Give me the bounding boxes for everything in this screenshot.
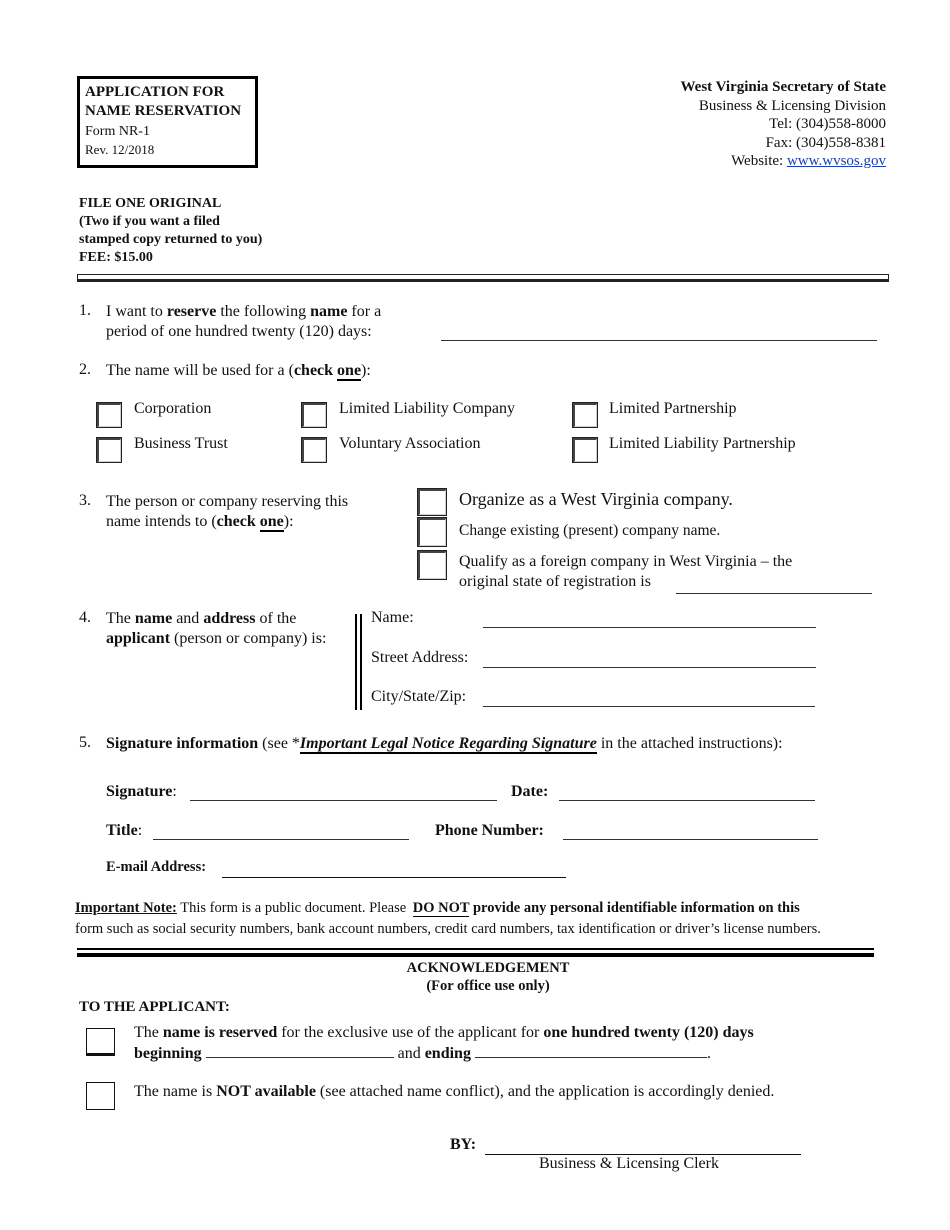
ack-title: ACKNOWLEDGEMENT (406, 960, 570, 976)
q1-line2: period of one hundred twenty (120) days: (106, 323, 372, 340)
q3-t2: check (216, 513, 260, 530)
ack-reserved-text (134, 1022, 754, 1064)
q2-number: 2. (79, 361, 91, 378)
checkbox-llp[interactable] (572, 437, 598, 463)
q3-t1: name intends to ( (106, 513, 217, 530)
legal-notice-reference: Important Legal Notice Regarding Signature (299, 735, 597, 752)
filing-line3: stamped copy returned to you) (79, 232, 263, 247)
note-label: Important Note: (75, 900, 177, 916)
q2-t3: one (337, 362, 362, 379)
top-divider (77, 274, 889, 282)
signature-field[interactable] (190, 784, 497, 801)
date-label: Date: (511, 783, 549, 800)
acknowledgement-divider (77, 948, 874, 957)
important-note (75, 898, 895, 940)
q5-t1: Signature information (106, 735, 259, 752)
website-link[interactable]: www.wvsos.gov (786, 153, 886, 169)
beginning-date-field[interactable] (206, 1043, 394, 1058)
q3-t4: ): (283, 513, 294, 530)
title-colon: : (137, 822, 143, 839)
note-t3: provide any personal identifiable information on this (469, 900, 800, 916)
signature-colon: : (172, 783, 177, 800)
q4-number: 4. (79, 609, 91, 626)
ack-r2-t3: (see attached name conflict), and the application is accordingly denied. (315, 1083, 775, 1100)
agency-tel: Tel: (304)558-8000 (769, 116, 886, 132)
applicant-name-field[interactable] (483, 610, 816, 628)
form-number: Form NR-1 (85, 124, 150, 139)
agency-block (680, 78, 886, 171)
filing-line1: FILE ONE ORIGINAL (79, 196, 222, 211)
q4-t3: and (172, 610, 204, 627)
note-t1: This form is a public document. Please (176, 900, 410, 916)
checkbox-voluntary-association[interactable] (301, 437, 327, 463)
label-street-address: Street Address: (371, 649, 469, 666)
signature-label-text: Signature (106, 783, 173, 800)
website-label: Website: (731, 153, 787, 169)
form-title-line2: NAME RESERVATION (85, 103, 242, 119)
checkbox-qualify-foreign[interactable] (417, 550, 447, 580)
ack-subtitle: (For office use only) (426, 978, 550, 994)
form-title-box (77, 76, 258, 168)
by-label: BY: (450, 1136, 477, 1153)
q2-t4: ): (361, 362, 371, 379)
q5-number: 5. (79, 734, 91, 751)
clerk-title: Business & Licensing Clerk (539, 1155, 719, 1172)
ack-header (77, 959, 899, 995)
filing-line2: (Two if you want a filed (79, 214, 220, 229)
signature-label (106, 782, 177, 802)
label-city-state-zip: City/State/Zip: (371, 688, 467, 705)
q4-t4: address (203, 610, 256, 627)
q3-line1: The person or company reserving this (106, 493, 349, 510)
applicant-section-bar (355, 614, 362, 710)
q4-t2: name (134, 610, 173, 627)
option-limited-partnership: Limited Partnership (609, 400, 737, 417)
q3-number: 3. (79, 492, 91, 509)
ack-not-available-text (134, 1082, 774, 1102)
q2-text (106, 361, 371, 381)
phone-label: Phone Number: (435, 822, 544, 839)
agency-division: Business & Licensing Division (698, 97, 886, 114)
email-label: E-mail Address: (106, 859, 207, 875)
filing-fee: FEE: $15.00 (79, 250, 153, 265)
checkbox-change-name[interactable] (417, 517, 447, 547)
q2-t1: The name will be used for a ( (106, 362, 294, 379)
agency-website (680, 152, 886, 171)
option-organize-wv: Organize as a West Virginia company. (459, 489, 733, 509)
to-applicant-label: TO THE APPLICANT: (79, 999, 230, 1015)
clerk-signature-field[interactable] (485, 1138, 801, 1155)
original-state-field[interactable] (676, 576, 872, 594)
q1-t5: for a (347, 303, 382, 320)
ack-r1-and: and (393, 1045, 425, 1062)
city-state-zip-field[interactable] (483, 689, 815, 707)
q1-t4: name (310, 303, 348, 320)
street-address-field[interactable] (483, 650, 816, 668)
filing-instructions (79, 195, 262, 267)
checkbox-name-not-available[interactable] (86, 1082, 115, 1110)
option-qualify-foreign-line1: Qualify as a foreign company in West Virginia – the (459, 553, 793, 570)
option-corporation: Corporation (134, 400, 212, 417)
label-applicant-name: Name: (371, 609, 414, 626)
phone-field[interactable] (563, 823, 818, 840)
q4-t1: The (106, 610, 135, 627)
q1-number: 1. (79, 302, 91, 319)
form-title-line1: APPLICATION FOR (85, 84, 225, 100)
ending-date-field[interactable] (475, 1043, 707, 1058)
q3-t3: one (259, 513, 284, 530)
q4-text (106, 609, 326, 649)
checkbox-organize-wv[interactable] (417, 488, 447, 516)
q5-t4: in the attached instructions): (596, 735, 783, 752)
ack-r1-ending: ending (424, 1045, 471, 1062)
agency-name: West Virginia Secretary of State (680, 79, 886, 95)
title-label (106, 821, 142, 841)
option-business-trust: Business Trust (134, 435, 228, 452)
reserved-name-field[interactable] (441, 322, 877, 341)
email-field[interactable] (222, 860, 566, 878)
checkbox-corporation[interactable] (96, 402, 122, 428)
ack-r1-beginning: beginning (134, 1045, 202, 1062)
q5-text (106, 734, 783, 754)
ack-r1-period: . (706, 1045, 711, 1062)
q3-text (106, 492, 348, 532)
ack-r1-t1: The (134, 1024, 163, 1041)
option-voluntary-association: Voluntary Association (339, 435, 481, 452)
note-do-not: DO NOT (412, 900, 470, 916)
form-revision: Rev. 12/2018 (85, 142, 155, 157)
option-llc: Limited Liability Company (339, 400, 515, 417)
q2-t2: check (293, 362, 338, 379)
ack-r2-t1: The name is (134, 1083, 217, 1100)
option-qualify-foreign-line2: original state of registration is (459, 573, 651, 590)
q1-t1: I want to (106, 303, 167, 320)
q1-t2: reserve (166, 303, 217, 320)
title-field[interactable] (153, 823, 409, 840)
agency-fax: Fax: (304)558-8381 (765, 134, 886, 151)
title-label-text: Title (106, 822, 138, 839)
q1-text (106, 302, 381, 342)
ack-r1-t4: one hundred twenty (120) days (543, 1024, 754, 1041)
checkbox-llc[interactable] (301, 402, 327, 428)
q4-t5: of the (255, 610, 297, 627)
checkbox-limited-partnership[interactable] (572, 402, 598, 428)
q4-t7: (person or company) is: (170, 630, 327, 647)
checkbox-business-trust[interactable] (96, 437, 122, 463)
q4-t6: applicant (106, 630, 171, 647)
checkbox-name-reserved[interactable] (86, 1028, 115, 1056)
option-change-name: Change existing (present) company name. (459, 522, 721, 539)
ack-r2-t2: NOT available (216, 1083, 316, 1100)
q1-t3: the following (216, 303, 311, 320)
ack-r1-t2: name is reserved (162, 1024, 278, 1041)
note-line2: form such as social security numbers, bank account numbers, credit card numbers, tax identification or driver’s license numbers. (75, 921, 821, 937)
q5-t2: (see * (258, 735, 300, 752)
date-field[interactable] (559, 784, 815, 801)
option-llp: Limited Liability Partnership (609, 435, 796, 452)
ack-r1-t3: for the exclusive use of the applicant for (277, 1024, 544, 1041)
